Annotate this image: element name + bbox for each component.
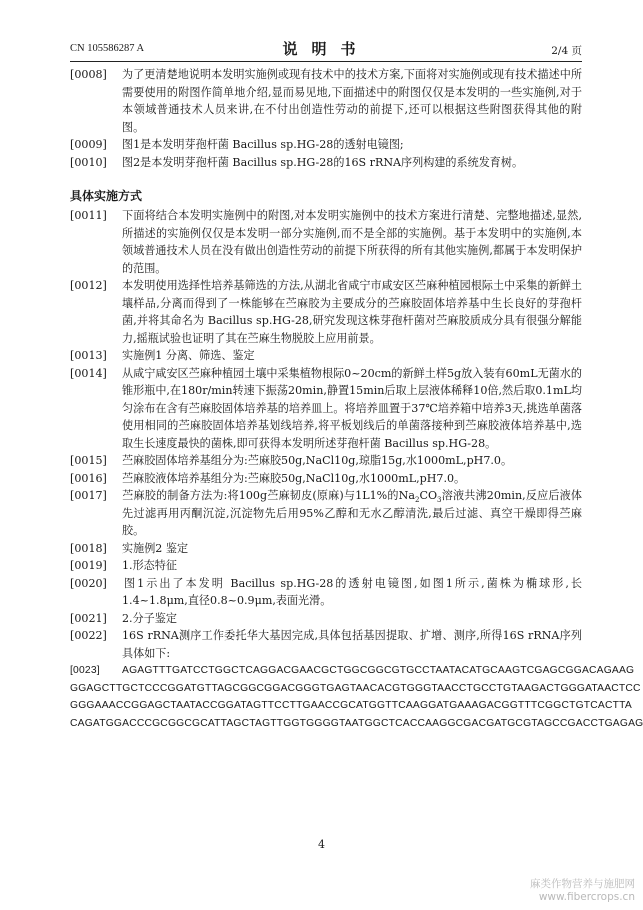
paragraph-0015: [70, 452, 582, 470]
header-rule: [70, 61, 582, 62]
paragraph-0014: [70, 365, 582, 453]
paragraph-0016: [70, 470, 582, 488]
paragraph-text: 苎麻胶液体培养基组分为:苎麻胶50g,NaCl10g,水1000mL,pH7.0。: [122, 471, 466, 485]
paragraph-tag: [0016]: [70, 471, 107, 485]
paragraph-0010: [70, 154, 582, 172]
paragraph-tag: [0019]: [70, 559, 107, 572]
publication-number: CN 105586287 A: [70, 43, 145, 54]
paragraph-0022: [70, 627, 582, 662]
sequence-text: AGAGTTTGATCCTGGCTCAGGACGAACGCTGGCGGCGTGCCTAATACATGCAAGTCGAGCGGACAGAAG: [122, 665, 635, 676]
watermark-url: www.fibercrops.cn: [538, 891, 635, 903]
paragraph-tag: [0022]: [70, 629, 107, 642]
paragraph-text: 图2是本发明芽孢杆菌 Bacillus sp.HG-28的16S rRNA序列构建的系统发育树。: [122, 155, 524, 169]
paragraph-tag: [0015]: [70, 454, 107, 467]
paragraph-tag: [0013]: [70, 349, 107, 362]
paragraph-text: 下面将结合本发明实施例中的附图,对本发明实施例中的技术方案进行清楚、完整地描述,显然,所描述的实施例仅仅是本发明一部分实施例,而不是全部的实施例。基于本发明中的实施例,本领域普通技术人员在没有做出创造性劳动的前提下所获得的所有其他实施例,都属于本发明保护的范围。: [122, 209, 582, 275]
paragraph-text: 2.分子鉴定: [122, 611, 177, 625]
paragraph-text: 实施例1 分离、筛选、鉴定: [122, 349, 255, 362]
paragraph-0012: [70, 277, 582, 347]
subscript: 2: [414, 496, 420, 505]
paragraph-0017: [70, 487, 582, 540]
paragraph-0008: [70, 66, 582, 136]
paragraph-text: 为了更清楚地说明本发明实施例或现有技术中的技术方案,下面将对实施例或现有技术描述中所需要使用的附图作简单地介绍,显而易见地,下面描述中的附图仅仅是本发明的一些实施例,对于本领域普通技术人员来讲,在不付出创造性劳动的前提下,还可以根据这些附图获得其他的附图。: [122, 68, 582, 134]
paragraph-text: 苎麻胶固体培养基组分为:苎麻胶50g,NaCl10g,琼脂15g,水1000mL,pH7.0。: [122, 454, 513, 467]
paragraph-0018: [70, 540, 582, 558]
paragraph-text: CO: [419, 489, 438, 502]
page-fraction: 2/4 页: [551, 45, 582, 57]
paragraph-tag: [0017]: [70, 489, 107, 502]
watermark-title: 麻类作物营养与施肥网: [530, 878, 635, 890]
paragraph-text: 16S rRNA测序工作委托华大基因完成,具体包括基因提取、扩增、测序,所得16S rRNA序列具体如下:: [122, 629, 582, 660]
sequence-line: CAGATGGACCCGCGGCGCATTAGCTAGTTGGTGGGGTAATGGCTCACCAAGGCGACGATGCGTAGCCGACCTGAGAG: [70, 717, 643, 729]
page-number: 4: [318, 838, 325, 851]
paragraph-tag: [0020]: [70, 576, 107, 590]
paragraph-text: 溶液共沸20min,反应后液体先过滤再用丙酮沉淀,沉淀物先后用95%乙醇和无水乙醇清洗,最后过滤、真空干燥即得苎麻胶。: [122, 489, 582, 537]
paragraph-0011: [70, 207, 582, 277]
paragraph-0009: [70, 136, 582, 154]
paragraph-0019: [70, 557, 582, 575]
paragraph-text: 图1示出了本发明 Bacillus sp.HG-28的透射电镜图,如图1所示,菌株为椭球形,长1.4~1.8μm,直径0.8~0.9μm,表面光滑。: [122, 576, 582, 607]
paragraph-0013: [70, 347, 582, 365]
paragraph-tag: [0012]: [70, 279, 107, 292]
page-header: [70, 38, 582, 60]
site-watermark: [530, 878, 635, 904]
paragraph-tag: [0021]: [70, 611, 107, 625]
paragraph-tag: [0008]: [70, 68, 107, 81]
document-body: [70, 66, 643, 732]
paragraph-tag: [0011]: [70, 209, 107, 222]
sequence-line: [70, 662, 635, 680]
paragraph-text: 1.形态特征: [122, 559, 177, 572]
paragraph-text: 实施例2 鉴定: [122, 541, 189, 555]
paragraph-text: 图1是本发明芽孢杆菌 Bacillus sp.HG-28的透射电镜图;: [122, 138, 404, 151]
sequence-line: GGAGCTTGCTCCCGGATGTTAGCGGCGGACGGGTGAGTAACACGTGGGTAACCTGCCTGTAAGACTGGGATAACTCC: [70, 682, 641, 694]
document-title: 说明书: [282, 40, 370, 58]
paragraph-tag: [0018]: [70, 541, 107, 555]
paragraph-text: 从咸宁咸安区苎麻种植园土壤中采集植物根际0~20cm的新鲜土样5g放入装有60mL无菌水的锥形瓶中,在180r/min转速下振荡20min,静置15min后取上层液体稀释10倍,然后取0.1mL均匀涂布在含有苎麻胶固体培养基的培养皿上。将培养皿置于37℃培养箱中培养3天,挑选单菌落使用相同的苎麻胶固体培养基划线培养,将平板划线后的单菌落接种到苎麻胶液体培养基中,选取生长速度最快的菌株,即可获得本发明所述芽孢杆菌 Bacillus sp.HG-28。: [122, 366, 582, 450]
paragraph-text: 本发明使用选择性培养基筛选的方法,从湖北省咸宁市咸安区苎麻种植园根际土中采集的新鲜土壤样品,分离而得到了一株能够在苎麻胶为主要成分的苎麻胶固体培养基中生长良好的芽孢杆菌,并将其命名为 Bacillus sp.HG-28,研究发现这株芽孢杆菌对苎麻胶质成分具有很强分解能力,摇瓶试验也证明了其在苎麻生物脱胶上应用前景。: [122, 279, 582, 345]
paragraph-0021: [70, 610, 582, 628]
paragraph-0020: [70, 575, 582, 610]
paragraph-tag: [0014]: [70, 366, 107, 380]
paragraph-tag: [0009]: [70, 138, 107, 151]
paragraph-tag: [0023]: [70, 665, 100, 676]
paragraph-tag: [0010]: [70, 155, 107, 169]
paragraph-text: 苎麻胶的制备方法为:将100g苎麻韧皮(原麻)与1L1%的Na: [122, 489, 415, 502]
section-heading: 具体实施方式: [70, 189, 143, 203]
sequence-line: GGGAAACCGGAGCTAATACCGGATAGTTCCTTGAACCGCATGGTTCAAGGATGAAAGACGGTTTCGGCTGTCACTTA: [70, 700, 632, 711]
subscript: 3: [437, 496, 442, 505]
